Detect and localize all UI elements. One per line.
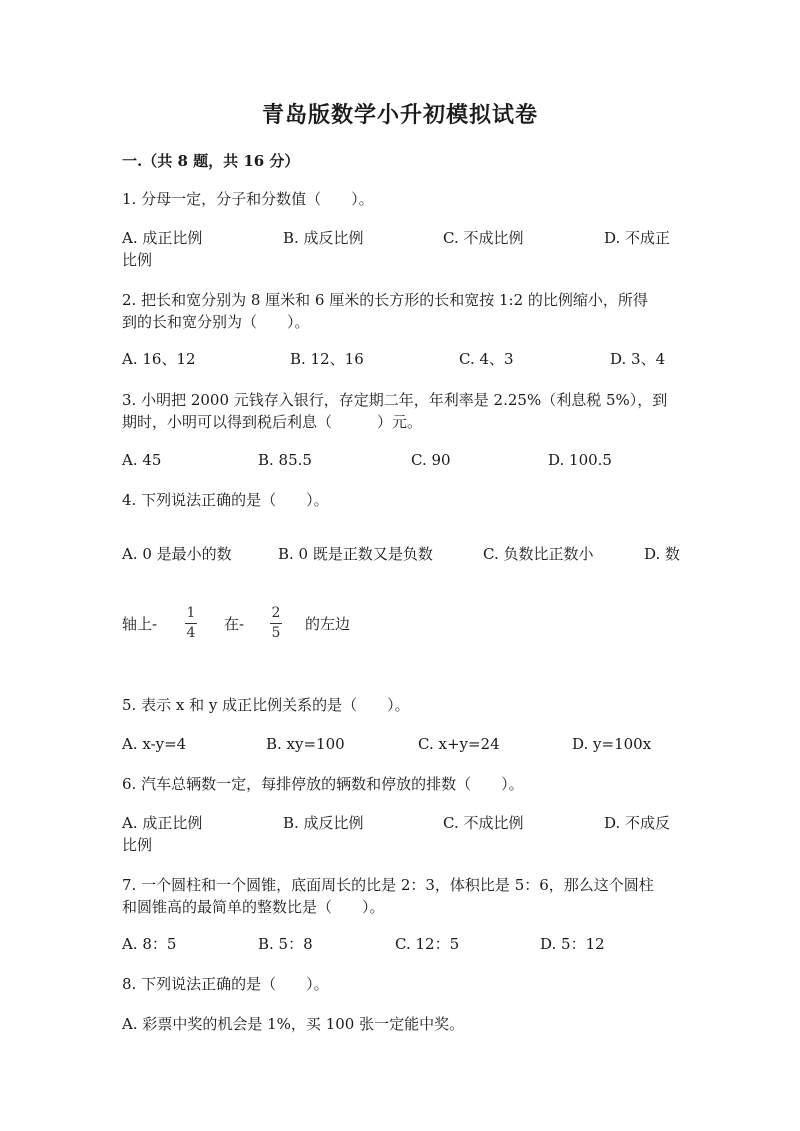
question-7-option-c: C. 12：5 — [395, 935, 460, 953]
question-5-stem: 5. 表示 x 和 y 成正比例关系的是（ ）。 — [122, 696, 410, 714]
question-6-stem: 6. 汽车总辆数一定，每排停放的辆数和停放的排数（ ）。 — [122, 775, 524, 793]
question-4-option-d-middle: 在- — [224, 615, 245, 633]
question-7-stem-line1: 7. 一个圆柱和一个圆锥，底面周长的比是 2：3，体积比是 5：6，那么这个圆柱 — [122, 876, 654, 894]
question-5-option-c: C. x+y=24 — [418, 735, 500, 753]
question-1-option-a: A. 成正比例 — [122, 229, 203, 247]
fraction-numerator: 2 — [271, 605, 281, 621]
question-5-option-d: D. y=100x — [572, 735, 652, 753]
question-1-option-b: B. 成反比例 — [283, 229, 364, 247]
question-8-stem: 8. 下列说法正确的是（ ）。 — [122, 975, 329, 993]
page-title: 青岛版数学小升初模拟试卷 — [261, 102, 538, 128]
question-3-option-d: D. 100.5 — [548, 451, 612, 469]
question-8-option-a: A. 彩票中奖的机会是 1%，买 100 张一定能中奖。 — [122, 1015, 465, 1033]
question-3-option-a: A. 45 — [122, 451, 162, 469]
fraction-numerator: 1 — [186, 605, 196, 621]
question-4-option-b: B. 0 既是正数又是负数 — [278, 545, 433, 563]
question-2-stem-line2: 到的长和宽分别为（ ）。 — [122, 313, 310, 331]
fraction-two-fifths — [268, 605, 284, 642]
question-4-option-d: D. 数 — [644, 545, 681, 563]
question-7-option-b: B. 5：8 — [258, 935, 313, 953]
question-5-option-b: B. xy=100 — [266, 735, 345, 753]
question-2-stem-line1: 2. 把长和宽分别为 8 厘米和 6 厘米的长方形的长和宽按 1:2 的比例缩小，所得 — [122, 291, 648, 309]
question-7-option-d: D. 5：12 — [540, 935, 605, 953]
question-4-option-d-end: 的左边 — [305, 615, 351, 633]
question-6-option-b: B. 成反比例 — [283, 814, 364, 832]
question-4-option-a: A. 0 是最小的数 — [122, 545, 232, 563]
question-3-option-c: C. 90 — [411, 451, 451, 469]
fraction-denominator: 4 — [186, 625, 196, 641]
question-4-option-c: C. 负数比正数小 — [483, 545, 594, 563]
question-6-option-a: A. 成正比例 — [122, 814, 203, 832]
question-2-option-b: B. 12、16 — [290, 350, 364, 368]
section-heading: 一.（共 8 题，共 16 分） — [122, 152, 300, 170]
question-3-stem-line2: 期时，小明可以得到税后利息（ ）元。 — [122, 413, 423, 431]
question-1-stem: 1. 分母一定，分子和分数值（ ）。 — [122, 190, 374, 208]
question-2-option-a: A. 16、12 — [122, 350, 196, 368]
question-6-option-d: D. 不成反 — [604, 814, 671, 832]
fraction-bar — [270, 623, 282, 624]
question-3-stem-line1: 3. 小明把 2000 元钱存入银行，存定期二年，年利率是 2.25%（利息税 5%），到 — [122, 391, 668, 409]
question-7-option-a: A. 8：5 — [122, 935, 177, 953]
question-6-option-c: C. 不成比例 — [443, 814, 524, 832]
question-5-option-a: A. x-y=4 — [122, 735, 187, 753]
question-4-stem: 4. 下列说法正确的是（ ）。 — [122, 491, 329, 509]
question-7-stem-line2: 和圆锥高的最简单的整数比是（ ）。 — [122, 898, 385, 916]
question-3-option-b: B. 85.5 — [258, 451, 312, 469]
question-1-option-c: C. 不成比例 — [443, 229, 524, 247]
question-1-option-d: D. 不成正 — [604, 229, 671, 247]
fraction-denominator: 5 — [271, 625, 281, 641]
fraction-bar — [185, 623, 197, 624]
question-2-option-c: C. 4、3 — [459, 350, 514, 368]
question-4-option-d-line: 轴上- — [122, 615, 158, 633]
question-2-option-d: D. 3、4 — [610, 350, 666, 368]
fraction-one-quarter — [183, 605, 199, 642]
question-1-option-d-continued: 比例 — [122, 251, 153, 269]
question-6-option-d-continued: 比例 — [122, 836, 153, 854]
